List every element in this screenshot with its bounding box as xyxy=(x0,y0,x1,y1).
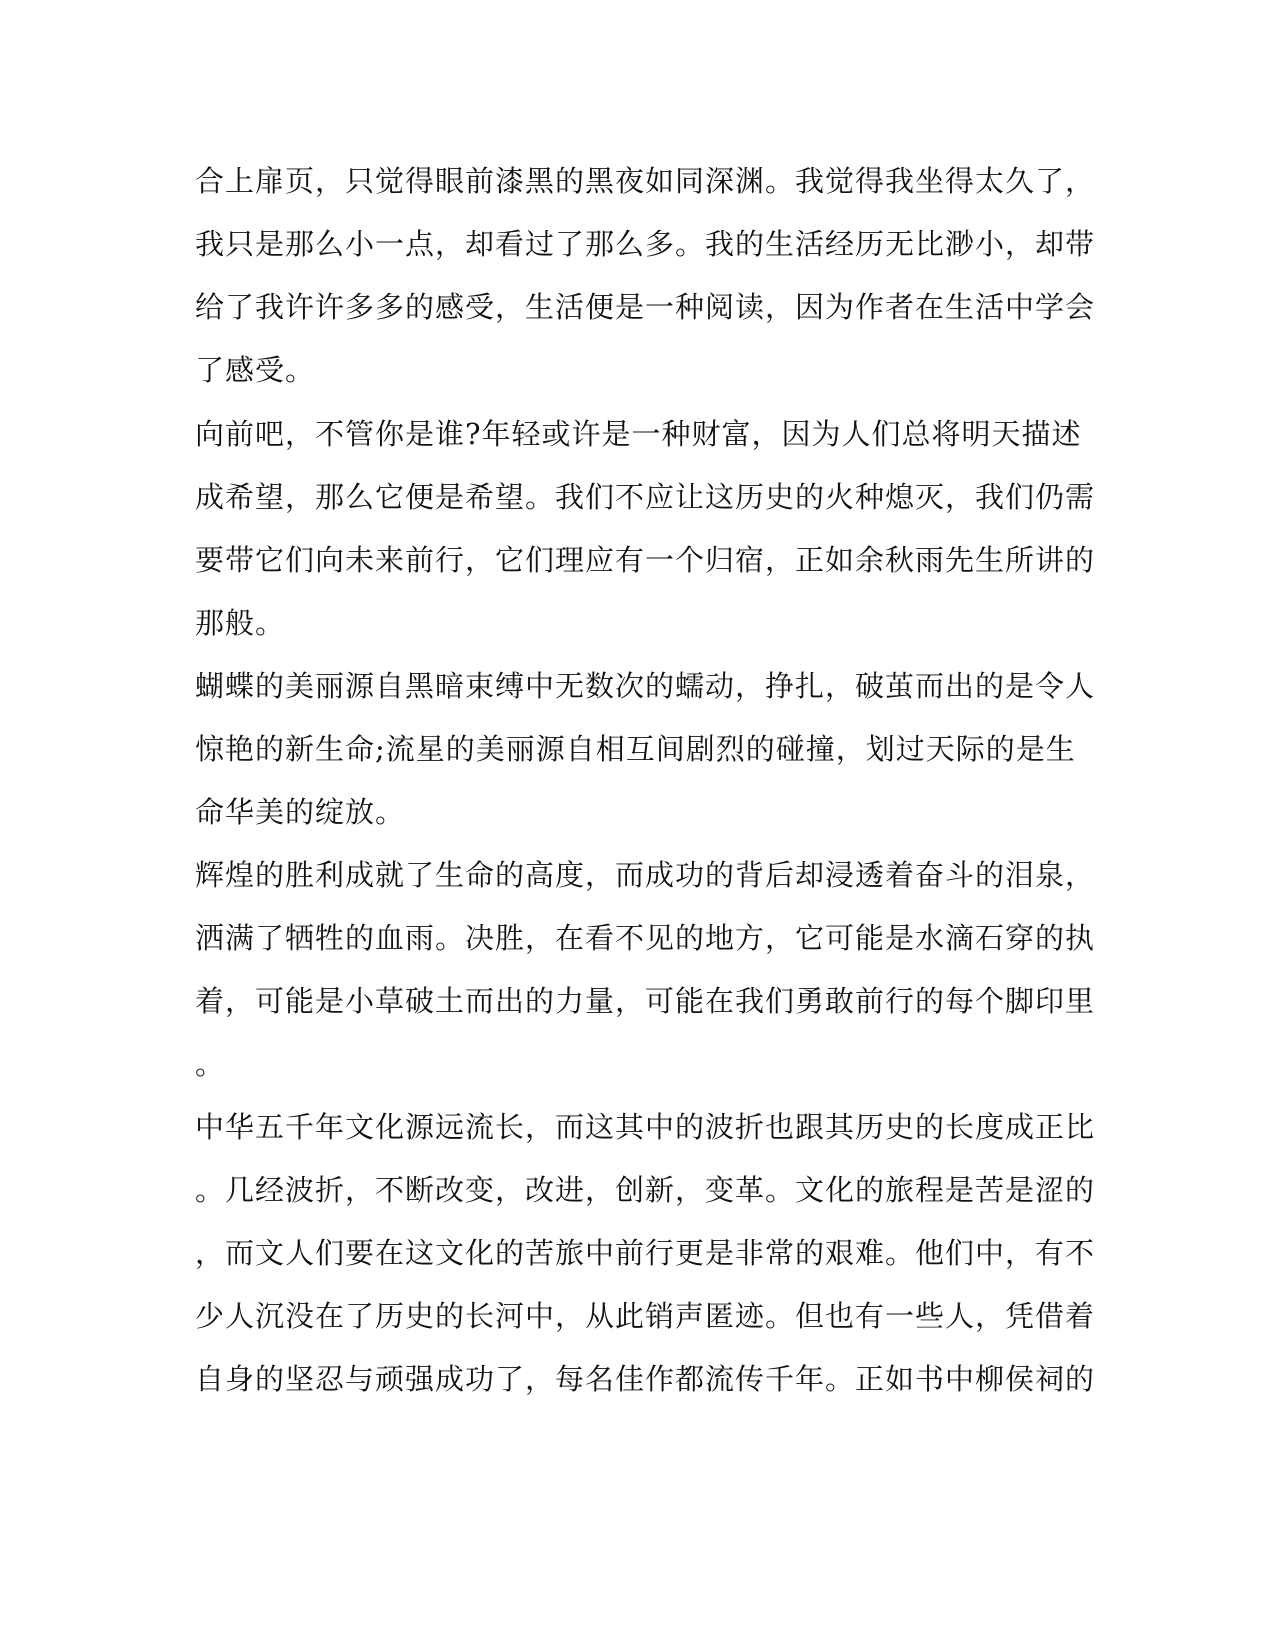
text-line: 命华美的绽放。 xyxy=(195,795,406,829)
text-line: 合上扉页，只觉得眼前漆黑的黑夜如同深渊。我觉得我坐得太久了， xyxy=(195,164,1096,198)
text-line: 给了我许许多多的感受，生活便是一种阅读，因为作者在生活中学会 xyxy=(195,290,1096,324)
text-line: 蝴蝶的美丽源自黑暗束缚中无数次的蠕动，挣扎，破茧而出的是令人 xyxy=(195,669,1096,703)
text-line: ，而文人们要在这文化的苦旅中前行更是非常的艰难。他们中，有不 xyxy=(195,1236,1096,1270)
text-line: 惊艳的新生命;流星的美丽源自相互间剧烈的碰撞，划过天际的是生 xyxy=(195,732,1076,766)
text-line: 洒满了牺牲的血雨。决胜，在看不见的地方，它可能是水滴石穿的执 xyxy=(195,921,1096,955)
text-line: 了感受。 xyxy=(195,353,316,387)
text-line: 自身的坚忍与顽强成功了，每名佳作都流传千年。正如书中柳侯祠的 xyxy=(195,1362,1096,1396)
text-line: 。 xyxy=(195,1047,226,1081)
text-line: 成希望，那么它便是希望。我们不应让这历史的火种熄灭，我们仍需 xyxy=(195,480,1096,514)
text-line: 着，可能是小草破土而出的力量，可能在我们勇敢前行的每个脚印里 xyxy=(195,984,1096,1018)
text-line: 我只是那么小一点，却看过了那么多。我的生活经历无比渺小，却带 xyxy=(195,227,1096,261)
text-line: 。几经波折，不断改变，改进，创新，变革。文化的旅程是苦是涩的 xyxy=(195,1173,1096,1207)
text-line: 辉煌的胜利成就了生命的高度，而成功的背后却浸透着奋斗的泪泉， xyxy=(195,858,1096,892)
text-line: 向前吧，不管你是谁?年轻或许是一种财富，因为人们总将明天描述 xyxy=(195,417,1082,451)
text-line: 少人沉没在了历史的长河中，从此销声匿迹。但也有一些人，凭借着 xyxy=(195,1299,1096,1333)
text-line: 中华五千年文化源远流长，而这其中的波折也跟其历史的长度成正比 xyxy=(195,1110,1096,1144)
text-line: 要带它们向未来前行，它们理应有一个归宿，正如余秋雨先生所讲的 xyxy=(195,543,1096,577)
text-line: 那般。 xyxy=(195,606,286,640)
